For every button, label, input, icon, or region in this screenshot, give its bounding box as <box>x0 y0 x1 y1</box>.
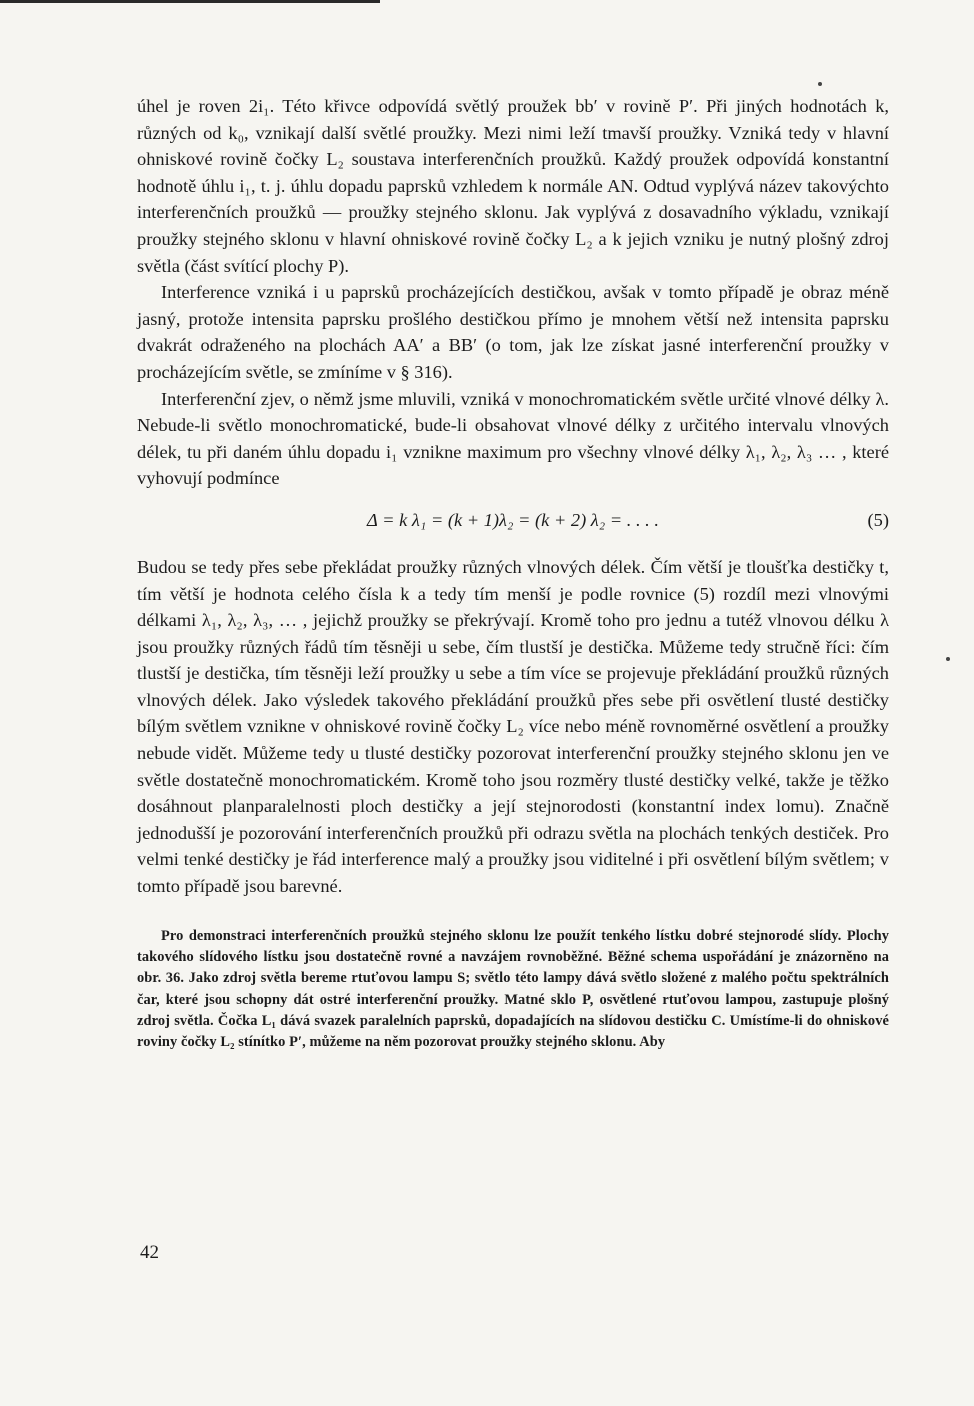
top-edge-rule <box>0 0 380 3</box>
formula-expression: Δ = k λ₁ = (k + 1)λ₂ = (k + 2) λ₂ = . . . . <box>367 509 659 530</box>
page-body <box>137 93 889 1068</box>
scan-speck <box>818 82 822 86</box>
paragraph-3: Interferenční zjev, o němž jsme mluvili, vzniká v monochromatickém světle určité vlnové délky λ. Nebude-li světlo monochromatické, bude-li obsahovat vlnové délky z určitého intervalu vlnových délek, tu při daném úhlu dopadu i₁ vznikne maximum pro všechny vlnové délky λ₁, λ₂, λ₃ … , které vyhovují podmínce <box>137 388 889 489</box>
scan-speck <box>946 657 950 661</box>
footnote-small-print: Pro demonstraci interferenčních proužků stejného sklonu lze použít tenkého lístku dobré stejnorodé slídy. Plochy takového slídového lístku jsou dostatečně rovné a navzájem rovnoběžné. Běžné schema uspořádání je znázorněno na obr. 36. Jako zdroj světla bereme rtuťovou lampu S; světlo této lampy dává světlo složené z malého počtu spektrálních čar, které jsou schopny dát ostré interferenční proužky. Matné sklo P, osvětlené rtuťovou lampou, zastupuje plošný zdroj světla. Čočka L₁ dává svazek paralelních paprsků, dopadajících na slídovou destičku C. Umístíme-li do ohniskové roviny čočky L₂ stínítko P′, můžeme na něm pozorovat proužky stejného sklonu. Aby <box>137 927 889 1051</box>
paragraph-2: Interference vzniká i u paprsků procházejících destičkou, avšak v tomto případě je obraz méně jasný, protože intensita paprsku prošlého destičkou přímo je mnohem větší než intensita paprsku dvakrát odraženého na plochách AA′ a BB′ (o tom, jak lze získat jasné interferenční proužky v procházejícím světle, se zmíníme v § 316). <box>137 282 889 382</box>
paragraph-1: úhel je roven 2i₁. Této křivce odpovídá světlý proužek bb′ v rovině P′. Při jiných hodnotách k, různých od k₀, vznikají další světlé proužky. Mezi nimi leží tmavší proužky. Vzniká tedy v hlavní ohniskové rovině čočky L₂ soustava interferenčních proužků. Každý proužek odpovídá konstantní hodnotě úhlu i₁, t. j. úhlu dopadu paprsků vzhledem k normále AN. Odtud vyplývá název takovýchto interferenčních proužků — proužky stejného sklonu. Jak vyplývá z dosavadního výkladu, vznikají proužky stejného sklonu v hlavní ohniskové rovině čočky L₂ a k jejich vzniku je nutný plošný zdroj světla (část svítící plochy P). <box>137 96 889 276</box>
formula-number: (5) <box>867 509 889 530</box>
formula-5 <box>137 510 889 538</box>
paragraph-4: Budou se tedy přes sebe překládat proužky různých vlnových délek. Čím větší je tloušťka destičky t, tím větší je hodnota celého čísla k a tedy tím menší je podle rovnice (5) rozdíl mezi vlnovými délkami λ₁, λ₂, λ₃, … , jejichž proužky se překrývají. Kromě toho pro jednu a tutéž vlnovou délku λ jsou proužky různých řádů tím těsněji u sebe, čím tlustší je destička. Můžeme tedy stručně říci: čím tlustší je destička, tím těsněji leží proužky u sebe a tím více se projevuje překládání proužků různých vlnových délek. Jako výsledek takového překládání proužků přes sebe při osvětlení tlusté destičky bílým světlem vznikne v ohniskové rovině čočky L₂ více nebo méně rovnoměrné osvětlení a proužky nebude vidět. Můžeme tedy u tlusté destičky pozorovat interferenční proužky stejného sklonu jen ve světle dostatečně monochromatickém. Kromě toho jsou rozměry tlusté destičky velké, takže je těžko dosáhnout planparalelnosti ploch destičky a její stejnorodosti (konstantní index lomu). Značně jednodušší je pozorování interferenčních proužků při odrazu světla na plochách tenkých destiček. Pro velmi tenké destičky je řád interference malý a proužky jsou viditelné i při osvětlení bílým světlem; v tomto případě jsou barevné. <box>137 556 889 897</box>
page-number: 42 <box>140 1242 159 1263</box>
